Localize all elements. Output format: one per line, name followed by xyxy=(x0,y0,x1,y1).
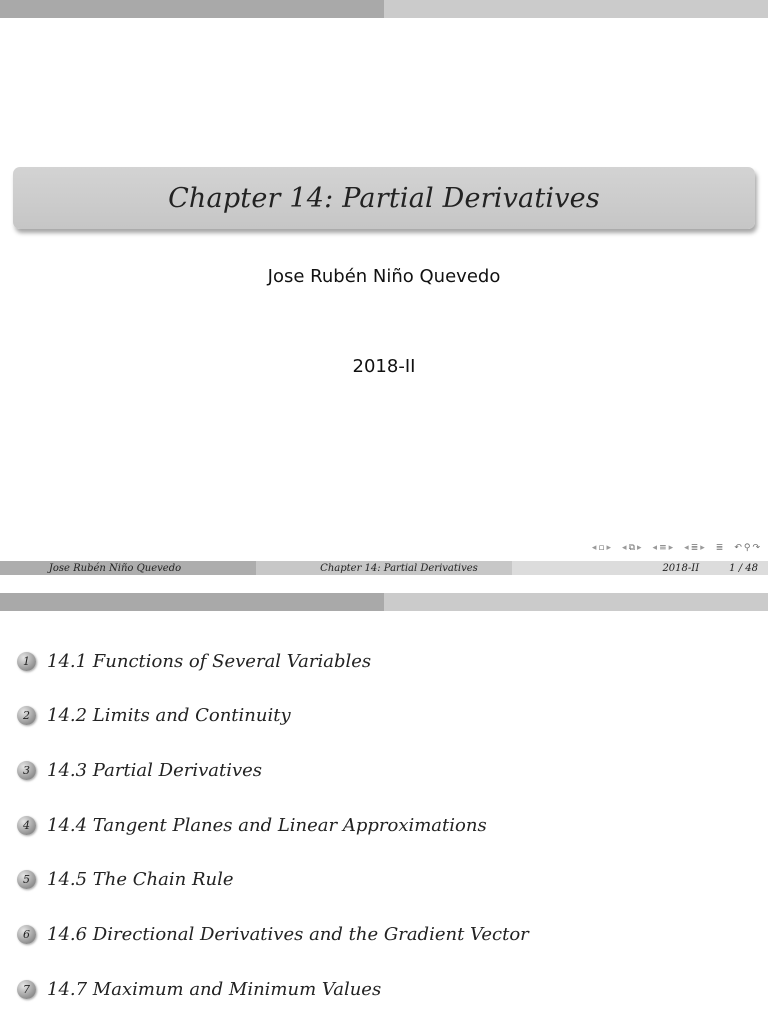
arrow-right-icon[interactable]: ▸ xyxy=(637,543,642,553)
section-number-ball: 2 xyxy=(17,706,36,725)
footer-title: Chapter 14: Partial Derivatives xyxy=(320,562,478,574)
footer-author: Jose Rubén Niño Quevedo xyxy=(48,562,182,574)
arrow-left-icon[interactable]: ◂ xyxy=(591,543,597,553)
toc-item[interactable] xyxy=(17,758,262,782)
forward-icon[interactable]: ↷ xyxy=(752,543,760,553)
back-icon[interactable]: ↶ xyxy=(734,543,742,553)
beamer-navigation xyxy=(584,541,760,555)
header-bar xyxy=(0,593,768,611)
toc-item-label[interactable]: 14.2 Limits and Continuity xyxy=(47,704,291,726)
toc-item-label[interactable]: 14.4 Tangent Planes and Linear Approximations xyxy=(47,814,487,836)
toc-item[interactable] xyxy=(17,922,529,946)
arrow-right-icon[interactable]: ▸ xyxy=(606,543,612,553)
search-icon[interactable]: ⚲ xyxy=(743,543,751,553)
presentation-title: Chapter 14: Partial Derivatives xyxy=(168,182,600,214)
header-bar-right xyxy=(384,593,768,611)
arrow-left-icon[interactable]: ◂ xyxy=(622,543,627,553)
toc-item-label[interactable]: 14.6 Directional Derivatives and the Gradient Vector xyxy=(47,923,529,945)
section-number-ball: 3 xyxy=(17,761,36,780)
footer-bar xyxy=(0,561,768,575)
toc-item-label[interactable]: 14.1 Functions of Several Variables xyxy=(47,650,372,672)
section-number-ball: 6 xyxy=(17,925,36,944)
toc-item[interactable] xyxy=(17,649,371,673)
frame-icon[interactable]: ⧉ xyxy=(628,543,636,553)
section-number-ball: 1 xyxy=(17,652,36,671)
arrow-right-icon[interactable]: ▸ xyxy=(700,543,705,553)
document-icon[interactable]: ≣ xyxy=(715,543,724,553)
toc-item-label[interactable]: 14.3 Partial Derivatives xyxy=(47,759,263,781)
toc-item[interactable] xyxy=(17,813,487,837)
toc-item[interactable] xyxy=(17,703,291,727)
title-box xyxy=(13,167,755,229)
header-bar xyxy=(0,0,768,18)
section-icon[interactable]: ≣ xyxy=(690,543,699,553)
toc-item[interactable] xyxy=(17,867,234,891)
nav-frame-group[interactable] xyxy=(622,543,642,553)
header-bar-left xyxy=(0,0,384,18)
section-number-ball: 4 xyxy=(17,816,36,835)
arrow-left-icon[interactable]: ◂ xyxy=(652,543,658,553)
arrow-left-icon[interactable]: ◂ xyxy=(684,543,689,553)
subsection-icon[interactable]: ≡ xyxy=(659,543,667,553)
arrow-right-icon[interactable]: ▸ xyxy=(668,543,674,553)
footer-date: 2018-II xyxy=(662,562,700,574)
toc-item[interactable] xyxy=(17,977,381,1001)
nav-section-group[interactable] xyxy=(684,543,705,553)
toc-item-label[interactable]: 14.5 The Chain Rule xyxy=(47,868,234,890)
footer-page-number: 1 / 48 xyxy=(729,562,758,574)
nav-search-group[interactable] xyxy=(734,543,760,553)
author-name: Jose Rubén Niño Quevedo xyxy=(267,266,501,287)
nav-document-group[interactable] xyxy=(716,543,724,553)
presentation-date: 2018-II xyxy=(352,356,416,377)
outline-slide xyxy=(0,593,768,1024)
section-number-ball: 5 xyxy=(17,870,36,889)
header-bar-left xyxy=(0,593,384,611)
nav-slide-group[interactable] xyxy=(592,543,611,553)
section-number-ball: 7 xyxy=(17,980,36,999)
nav-subsection-group[interactable] xyxy=(653,543,674,553)
header-bar-right xyxy=(384,0,768,18)
slide-icon[interactable]: ▫ xyxy=(598,543,605,553)
toc-item-label[interactable]: 14.7 Maximum and Minimum Values xyxy=(47,978,382,1000)
